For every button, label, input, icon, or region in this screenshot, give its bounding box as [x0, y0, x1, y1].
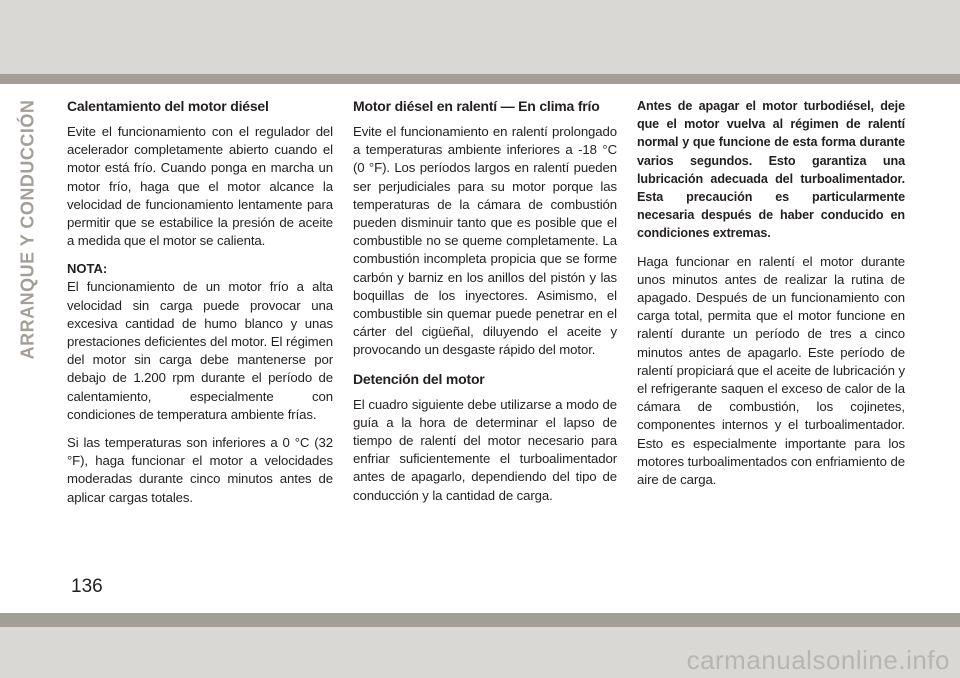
paragraph-engine-stop: El cuadro siguiente debe utilizarse a modo de guía a la hora de determinar el lapso de tiempo de ralentí del motor necesario para enfriar suficientemente el turboalimentador antes de apagarlo, dependiendo del tipo de conducción y la cantidad de carga.	[353, 396, 617, 503]
footer-rule	[0, 613, 960, 627]
header-band	[0, 0, 960, 74]
paragraph-warmup: Evite el funcionamiento con el regulador del acelerador completamente abierto cuando el motor está frío. Cuando ponga en marcha un motor frío, haga que el motor alcance la velocidad de funcionamiento lentamente para permitir que se estabilice la presión de aceite a medida que el motor se calienta.	[67, 124, 333, 249]
section-side-tab-label: ARRANQUE Y CONDUCCIÓN	[17, 99, 38, 359]
heading-warmup: Calentamiento del motor diésel	[67, 98, 269, 114]
paragraph-cold-idle: Evite el funcionamiento en ralentí prolongado a temperaturas ambiente inferiores a -18 °C (0 °F). Los períodos largos en ralentí pueden ser perjudiciales para su motor porque las temperaturas de la cámara de combustión pueden disminuir tanto que es posible que el combustible no se queme completamente. La combustión incompleta propicia que se forme carbón y barniz en los anillos del pistón y las boquillas de los inyectores. Asimismo, el combustible sin quemar puede penetrar en el cárter del cigüeñal, diluyendo el aceite y provocando un desgaste rápido del motor.	[353, 124, 617, 358]
heading-cold-idle: Motor diésel en ralentí — En clima frío	[353, 98, 600, 114]
column-left	[67, 97, 333, 507]
note-label: NOTA:	[67, 261, 108, 277]
heading-engine-stop: Detención del motor	[353, 370, 485, 387]
column-middle	[353, 97, 617, 505]
watermark: carmanualsonline.info	[686, 645, 950, 675]
caution-paragraph: Antes de apagar el motor turbodiésel, deje que el motor vuelva al régimen de ralentí normal y que funcione de esta forma durante varios segundos. Esto garantiza una lubricación adecuada del turboalimentador. Esta precaución es particularmente necesaria después de haber conducido en condiciones extremas.	[637, 99, 905, 241]
paragraph-low-temp: Si las temperaturas son inferiores a 0 °C (32 °F), haga funcionar el motor a velocidades moderadas durante cinco minutos antes de aplicar cargas totales.	[67, 435, 333, 505]
paragraph-idle-before-shutdown: Haga funcionar en ralentí el motor durante unos minutos antes de realizar la rutina de apagado. Después de un funcionamiento con carga total, permita que el motor funcione en ralentí durante un período de tres a cinco minutos antes de apagarlo. Este período de ralentí propiciará que el aceite de lubricación y el refrigerante saquen el exceso de calor de la cámara de combustión, los cojinetes, componentes internos y el turboalimentador. Esto es especialmente importante para los motores turboalimentados con enfriamiento de aire de carga.	[637, 253, 905, 488]
section-side-tab	[0, 98, 56, 360]
note-text: El funcionamiento de un motor frío a alta velocidad sin carga puede provocar una excesiva cantidad de humo blanco y unas prestaciones deficientes del motor. El régimen del motor sin carga debe mantenerse por debajo de 1.200 rpm durante el período de calentamiento, especialmente con condiciones de temperatura ambiente frías.	[67, 279, 333, 422]
page-number: 136	[71, 576, 103, 597]
column-right	[637, 97, 905, 489]
header-rule	[0, 74, 960, 84]
